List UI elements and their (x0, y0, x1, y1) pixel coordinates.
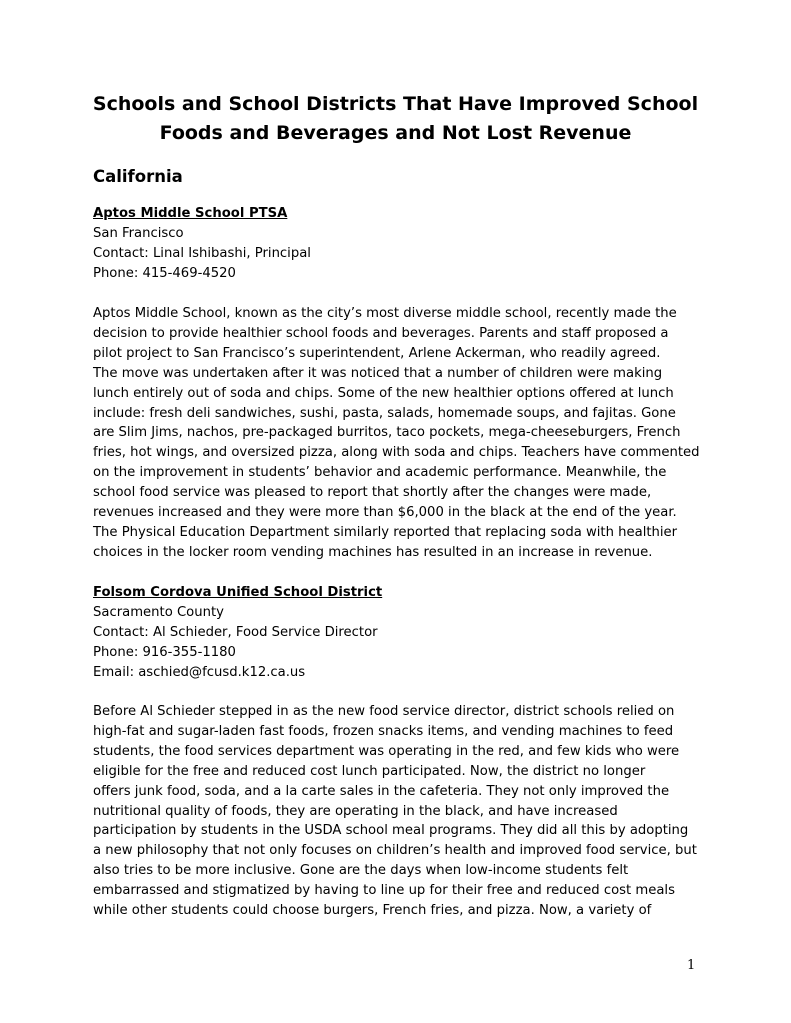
entry-phone: Phone: 916-355-1180 (93, 644, 236, 660)
paragraph-line: Before Al Schieder stepped in as the new food service director, district schools relied on (93, 704, 675, 719)
state-heading: California (93, 167, 183, 186)
paragraph-line: school food service was pleased to report that shortly after the changes were made, (93, 485, 652, 501)
paragraph-line: embarrassed and stigmatized by having to line up for their free and reduced cost meals (93, 883, 675, 899)
paragraph-line: participation by students in the USDA school meal programs. They did all this by adopting (93, 823, 689, 839)
entry-aptos-details (93, 204, 713, 284)
paragraph-line: on the improvement in students’ behavior and academic performance. Meanwhile, the (93, 465, 667, 481)
paragraph-line: also tries to be more inclusive. Gone are the days when low-income students felt (93, 863, 629, 879)
page-number: 1 (687, 958, 696, 973)
entry-contact: Contact: Linal Ishibashi, Principal (93, 245, 311, 261)
paragraph-line: The move was undertaken after it was noticed that a number of children were making (93, 365, 663, 381)
paragraph-line: The Physical Education Department similarly reported that replacing soda with healthier (93, 524, 678, 540)
paragraph-line: a new philosophy that not only focuses on children’s health and improved food service, but (93, 843, 697, 859)
title-line-2: Foods and Beverages and Not Lost Revenue (159, 122, 632, 144)
paragraph-line: while other students could choose burgers, French fries, and pizza. Now, a variety of (93, 903, 652, 919)
paragraph-line: include: fresh deli sandwiches, sushi, pasta, salads, homemade soups, and fajitas. Gone (93, 405, 676, 421)
paragraph-line: decision to provide healthier school foods and beverages. Parents and staff proposed a (93, 325, 669, 341)
entry-location: Sacramento County (93, 604, 224, 620)
entry-heading: Folsom Cordova Unified School District (93, 585, 383, 600)
entry-contact: Contact: Al Schieder, Food Service Director (93, 624, 378, 640)
paragraph-line: Aptos Middle School, known as the city’s most diverse middle school, recently made the (93, 306, 677, 321)
paragraph-line: revenues increased and they were more than $6,000 in the black at the end of the year. (93, 505, 677, 521)
paragraph-line: choices in the locker room vending machines has resulted in an increase in revenue. (93, 544, 653, 560)
entry-phone: Phone: 415-469-4520 (93, 265, 236, 281)
paragraph-line: students, the food services department was operating in the red, and few kids who were (93, 743, 680, 759)
paragraph-line: eligible for the free and reduced cost lunch participated. Now, the district no longer (93, 763, 646, 779)
entry-folsom-paragraph (93, 702, 713, 921)
entry-aptos-paragraph (93, 304, 713, 563)
paragraph-line: fries, hot wings, and oversized pizza, along with soda and chips. Teachers have commented (93, 445, 700, 461)
paragraph-line: are Slim Jims, nachos, pre-packaged burritos, taco pockets, mega-cheeseburgers, French (93, 425, 681, 441)
entry-folsom-details (93, 583, 713, 683)
document-title (60, 90, 731, 148)
paragraph-line: offers junk food, soda, and a la carte sales in the cafeteria. They not only improved the (93, 783, 670, 799)
entry-location: San Francisco (93, 225, 184, 241)
paragraph-line: pilot project to San Francisco’s superintendent, Arlene Ackerman, who readily agreed. (93, 345, 661, 361)
paragraph-line: high-fat and sugar-laden fast foods, frozen snacks items, and vending machines to feed (93, 723, 674, 739)
paragraph-line: lunch entirely out of soda and chips. Some of the new healthier options offered at lunch (93, 385, 674, 401)
title-line-1: Schools and School Districts That Have Improved School (92, 93, 699, 115)
entry-email: Email: aschied@fcusd.k12.ca.us (93, 664, 306, 680)
entry-heading: Aptos Middle School PTSA (93, 206, 288, 221)
paragraph-line: nutritional quality of foods, they are operating in the black, and have increased (93, 803, 618, 819)
